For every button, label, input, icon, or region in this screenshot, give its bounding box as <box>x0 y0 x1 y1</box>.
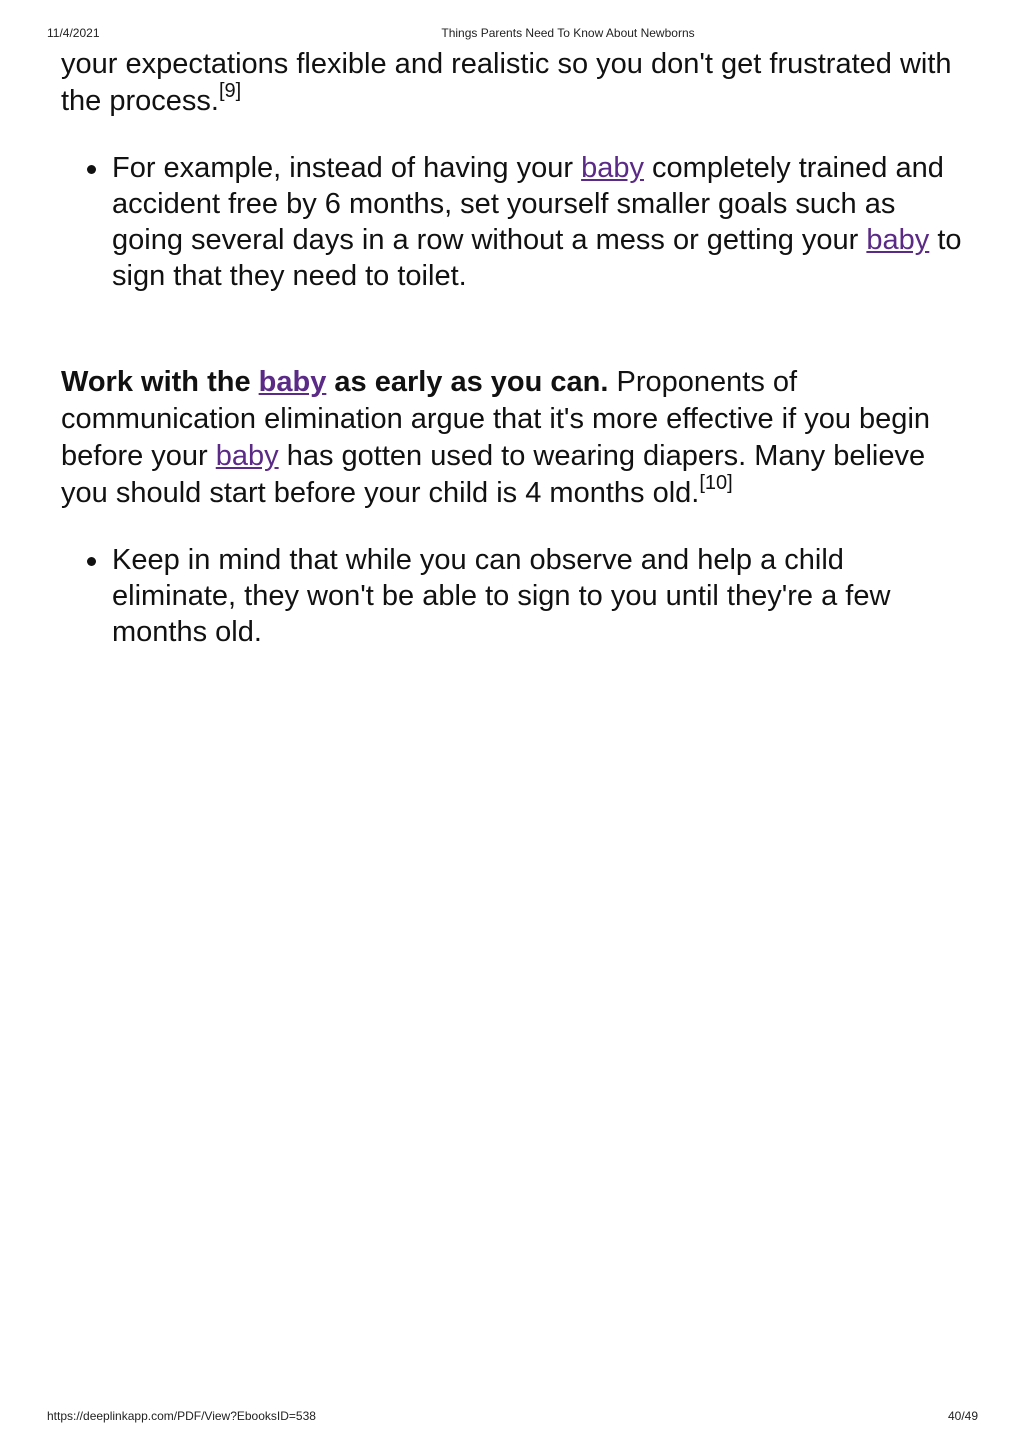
paragraph-text: your expectations flexible and realistic so you don't get frustrated with the process. <box>61 48 952 117</box>
reference-10[interactable]: [10] <box>699 472 733 494</box>
list-item-example <box>61 150 971 294</box>
bullet-icon <box>87 557 96 566</box>
bullet-text-part: completely trained and accident free by 6 months, set yourself smaller goals such as going several days in a row without a mess or getting your <box>112 152 944 256</box>
step-heading-part: as early as you can. <box>326 366 609 398</box>
reference-9[interactable]: [9] <box>218 80 242 102</box>
header-date: 11/4/2021 <box>47 26 100 40</box>
baby-link[interactable]: baby <box>866 224 930 256</box>
header-title: Things Parents Need To Know About Newborns <box>441 26 695 40</box>
baby-link[interactable]: baby <box>258 366 327 398</box>
page-content <box>61 46 971 650</box>
bullet-text-part: For example, instead of having your <box>112 152 582 184</box>
paragraph-text: Proponents of communication elimination argue that it's more effective if you begin before your <box>61 366 931 472</box>
step-heading-part: Work with the <box>61 366 259 398</box>
list-item-keep-in-mind <box>61 542 971 650</box>
bullet-list <box>61 542 971 650</box>
baby-link[interactable]: baby <box>215 440 279 472</box>
bullet-text: Keep in mind that while you can observe and help a child eliminate, they won't be able to sign to you until they're a few months old. <box>112 544 891 648</box>
bullet-text-part: to sign that they need to toilet. <box>112 224 962 292</box>
paragraph-text: has gotten used to wearing diapers. Many believe you should start before your child is 4 months old. <box>61 440 926 509</box>
paragraph-expectations <box>61 46 971 120</box>
bullet-list <box>61 150 971 294</box>
bullet-icon <box>87 165 96 174</box>
footer-page-number: 40/49 <box>947 1409 978 1423</box>
footer-url: https://deeplinkapp.com/PDF/View?EbooksID=538 <box>47 1409 316 1423</box>
baby-link[interactable]: baby <box>581 152 644 184</box>
step-heading <box>61 366 608 398</box>
paragraph-work-early <box>61 364 971 512</box>
